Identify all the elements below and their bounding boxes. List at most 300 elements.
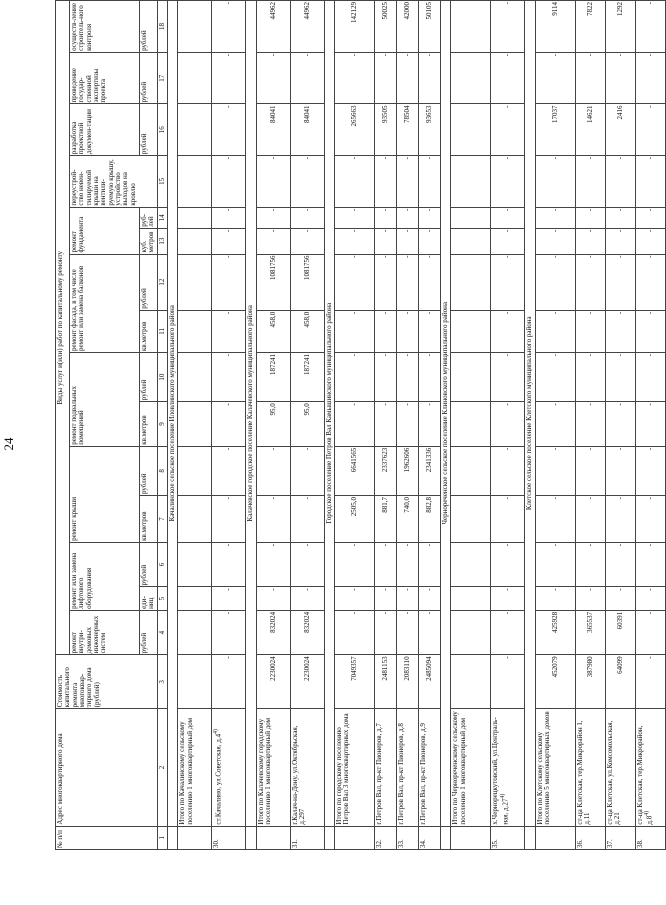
cell-lift-units: - bbox=[635, 587, 665, 610]
cell-lift-units: - bbox=[491, 587, 525, 610]
cell-facade-area: 458,0 bbox=[256, 310, 290, 352]
section-title: Чернореченское сельское поселение Клиновского муниципального района bbox=[441, 1, 451, 827]
cell-lift-units bbox=[178, 587, 212, 610]
cell-foundation-volume: - bbox=[605, 228, 635, 254]
cell-lift-units: - bbox=[375, 587, 397, 610]
unit-rub: рублей bbox=[140, 446, 158, 495]
cell-facade-area: - bbox=[575, 310, 605, 352]
cell-basement-area: - bbox=[535, 402, 575, 447]
cell-expertise: - bbox=[256, 52, 290, 104]
cell-design-docs: - bbox=[212, 104, 246, 156]
cell-foundation-rub: - bbox=[256, 207, 290, 228]
row-address: г.Петров Вал, пр-кт Пионеров, д.9 bbox=[419, 709, 441, 826]
row-cost: 2485094 bbox=[419, 655, 441, 709]
cell-foundation-volume: - bbox=[397, 228, 419, 254]
cell-engineering: - bbox=[212, 610, 246, 655]
unit-rub: рублей bbox=[140, 1, 158, 53]
cell-lift-rub: - bbox=[397, 542, 419, 587]
col-num: 11 bbox=[157, 310, 167, 352]
header-cost: Стоимость капитального ремонта многоквар-тирного дома (рублей) bbox=[56, 655, 158, 709]
section-row bbox=[525, 1, 535, 850]
table-row bbox=[397, 1, 419, 850]
cell-facade-rub: - bbox=[419, 254, 441, 310]
unit-rub: рублей bbox=[140, 52, 158, 104]
table-row bbox=[535, 1, 575, 850]
cell-roof-area: - bbox=[535, 496, 575, 543]
cell-lift-units: - bbox=[397, 587, 419, 610]
cell-basement-rub: - bbox=[605, 352, 635, 401]
row-cost: 2083110 bbox=[397, 655, 419, 709]
col-num: 1 bbox=[157, 826, 167, 849]
cell-lift-rub: - bbox=[256, 542, 290, 587]
row-address: г.Петров Вал, пр-кт Пионеров, д.8 bbox=[397, 709, 419, 826]
cell-roof-area: - bbox=[491, 496, 525, 543]
table-row bbox=[635, 1, 665, 850]
col-num: 15 bbox=[157, 156, 167, 208]
table-row bbox=[256, 1, 290, 850]
cell-roof-conversion bbox=[178, 156, 212, 208]
row-cost: - bbox=[635, 655, 665, 709]
cell-facade-rub bbox=[451, 254, 491, 310]
cell-construction-control: - bbox=[212, 1, 246, 53]
cell-roof-area: 2505,0 bbox=[335, 496, 375, 543]
cell-roof-area: - bbox=[256, 496, 290, 543]
cell-basement-rub: - bbox=[212, 352, 246, 401]
col-num: 14 bbox=[157, 207, 167, 228]
cell-roof-area: - bbox=[605, 496, 635, 543]
capital-repair-table bbox=[55, 0, 666, 850]
page-number: 24 bbox=[1, 437, 16, 451]
row-cost bbox=[451, 655, 491, 709]
cell-roof-area: - bbox=[290, 496, 324, 543]
cell-basement-rub: - bbox=[375, 352, 397, 401]
cell-basement-area: - bbox=[605, 402, 635, 447]
row-number: 36. bbox=[575, 826, 605, 849]
row-cost: 452079 bbox=[535, 655, 575, 709]
header-g2: ремонт или замена лифтового оборудования bbox=[70, 542, 140, 610]
header-address: Адрес многоквартирного дома bbox=[56, 709, 158, 826]
footnote-mark: 4) bbox=[644, 810, 651, 816]
row-address: ст-ца Клетская, тер.Микрорайон 1, д.11 bbox=[575, 709, 605, 826]
header-g5: ремонт фасада, в том числе ремонт или замена балконов bbox=[70, 254, 140, 352]
table-row bbox=[375, 1, 397, 850]
cell-construction-control bbox=[178, 1, 212, 53]
cell-basement-area: - bbox=[212, 402, 246, 447]
cell-basement-rub bbox=[451, 352, 491, 401]
header-g6: ремонт фундамента bbox=[70, 207, 140, 254]
row-address: г.Петров Вал, пр-кт Пионеров, д.7 bbox=[375, 709, 397, 826]
cell-foundation-rub: - bbox=[491, 207, 525, 228]
col-num: 9 bbox=[157, 402, 167, 447]
row-number: 32. bbox=[375, 826, 397, 849]
cell-lift-rub: - bbox=[335, 542, 375, 587]
cell-roof-conversion bbox=[451, 156, 491, 208]
cell-foundation-rub: - bbox=[535, 207, 575, 228]
cell-facade-rub: - bbox=[575, 254, 605, 310]
section-row bbox=[441, 1, 451, 850]
unit-rub: рублей bbox=[140, 610, 158, 655]
row-number: 34. bbox=[419, 826, 441, 849]
cell-expertise: - bbox=[419, 52, 441, 104]
cell-expertise: - bbox=[491, 52, 525, 104]
unit-rub-short: руб-лей bbox=[140, 207, 158, 228]
cell-roof-area bbox=[451, 496, 491, 543]
cell-roof-area bbox=[178, 496, 212, 543]
col-num: 4 bbox=[157, 610, 167, 655]
col-num: 8 bbox=[157, 446, 167, 495]
cell-lift-rub: - bbox=[491, 542, 525, 587]
cell-basement-rub: 187241 bbox=[256, 352, 290, 401]
cell-foundation-volume: - bbox=[419, 228, 441, 254]
col-num: 17 bbox=[157, 52, 167, 104]
col-num: 7 bbox=[157, 496, 167, 543]
cell-roof-rub: 6641565 bbox=[335, 446, 375, 495]
rotated-page bbox=[55, 0, 654, 850]
cell-design-docs: 17037 bbox=[535, 104, 575, 156]
cell-expertise: - bbox=[212, 52, 246, 104]
cell-basement-rub: - bbox=[535, 352, 575, 401]
cell-roof-rub: - bbox=[635, 446, 665, 495]
unit-kvm: кв.метров bbox=[140, 402, 158, 447]
row-address: Итого по Калачевскому городскому поселению 1 многоквартирный дом bbox=[256, 709, 290, 826]
cell-construction-control: 9114 bbox=[535, 1, 575, 53]
row-number: 35. bbox=[491, 826, 525, 849]
row-cost: 387980 bbox=[575, 655, 605, 709]
section-title: Калачевское городское поселение Калачевского муниципального района bbox=[246, 1, 256, 827]
cell-foundation-rub: - bbox=[290, 207, 324, 228]
table-row bbox=[290, 1, 324, 850]
cell-foundation-rub bbox=[178, 207, 212, 228]
cell-basement-area: - bbox=[491, 402, 525, 447]
cell-lift-units: - bbox=[605, 587, 635, 610]
cell-lift-units: - bbox=[212, 587, 246, 610]
cell-construction-control: 42000 bbox=[397, 1, 419, 53]
cell-foundation-rub: - bbox=[635, 207, 665, 228]
row-number: 30. bbox=[212, 826, 246, 849]
table-row bbox=[419, 1, 441, 850]
cell-lift-rub bbox=[178, 542, 212, 587]
cell-roof-rub bbox=[178, 446, 212, 495]
cell-facade-area: - bbox=[635, 310, 665, 352]
cell-lift-rub: - bbox=[605, 542, 635, 587]
row-address: Итого по Чернореченскому сельскому поселению 1 многоквартирный дом bbox=[451, 709, 491, 826]
cell-roof-rub bbox=[451, 446, 491, 495]
unit-kvm: кв.метров bbox=[140, 496, 158, 543]
cell-expertise bbox=[451, 52, 491, 104]
cell-basement-area: - bbox=[419, 402, 441, 447]
row-cost: 7049357 bbox=[335, 655, 375, 709]
cell-roof-conversion: - bbox=[375, 156, 397, 208]
cell-facade-area: - bbox=[491, 310, 525, 352]
section-row bbox=[168, 1, 178, 850]
table-row bbox=[335, 1, 375, 850]
cell-facade-rub: - bbox=[375, 254, 397, 310]
table-row bbox=[178, 1, 212, 850]
col-num: 3 bbox=[157, 655, 167, 709]
cell-foundation-rub: - bbox=[575, 207, 605, 228]
cell-lift-units: - bbox=[535, 587, 575, 610]
cell-basement-area: 95,0 bbox=[290, 402, 324, 447]
row-number bbox=[178, 826, 212, 849]
section-title: Городское поселение Петров Вал Камышинского муниципального района bbox=[324, 1, 334, 827]
row-address: ст.Качалино, ул.Советская, д.4$^{4)}$ bbox=[212, 709, 246, 826]
table-row bbox=[451, 1, 491, 850]
cell-facade-area bbox=[451, 310, 491, 352]
cell-engineering: - bbox=[491, 610, 525, 655]
header-g4: ремонт подвальных помещений bbox=[70, 352, 140, 446]
cell-roof-rub: - bbox=[535, 446, 575, 495]
cell-roof-rub: - bbox=[605, 446, 635, 495]
cell-engineering: - bbox=[419, 610, 441, 655]
cell-roof-conversion: - bbox=[290, 156, 324, 208]
cell-facade-rub: - bbox=[491, 254, 525, 310]
cell-basement-rub: - bbox=[397, 352, 419, 401]
cell-basement-area: - bbox=[375, 402, 397, 447]
cell-foundation-rub: - bbox=[335, 207, 375, 228]
cell-design-docs: 14621 bbox=[575, 104, 605, 156]
cell-expertise: - bbox=[535, 52, 575, 104]
col-num: 2 bbox=[157, 709, 167, 826]
header-g8: разработка проектной докумен-тации bbox=[70, 104, 140, 156]
cell-engineering: 60391 bbox=[605, 610, 635, 655]
cell-facade-area: - bbox=[419, 310, 441, 352]
cell-construction-control: 50105 bbox=[419, 1, 441, 53]
cell-foundation-rub: - bbox=[419, 207, 441, 228]
row-address: х.Чернорецкутовский, ул.Централь-ная, д.27$^{4)}$ bbox=[491, 709, 525, 826]
unit-rub: рублей bbox=[140, 352, 158, 401]
cell-foundation-volume bbox=[451, 228, 491, 254]
row-cost: 2481153 bbox=[375, 655, 397, 709]
unit-rub: рублей bbox=[140, 104, 158, 156]
unit-rub: рублей bbox=[140, 542, 158, 587]
cell-basement-area bbox=[451, 402, 491, 447]
col-num: 18 bbox=[157, 1, 167, 53]
cell-roof-area: - bbox=[212, 496, 246, 543]
col-num: 10 bbox=[157, 352, 167, 401]
row-address: Итого по Качалинскому сельскому поселению 1 многоквартирный дом bbox=[178, 709, 212, 826]
cell-facade-rub bbox=[178, 254, 212, 310]
cell-facade-area: - bbox=[605, 310, 635, 352]
cell-roof-rub: - bbox=[491, 446, 525, 495]
row-address: ст-ца Клетская, ул.Комсомольская, д.21 bbox=[605, 709, 635, 826]
cell-lift-units bbox=[451, 587, 491, 610]
cell-foundation-rub: - bbox=[212, 207, 246, 228]
cell-expertise: - bbox=[375, 52, 397, 104]
cell-construction-control: - bbox=[491, 1, 525, 53]
header-types: Виды услуг и(или) работ по капитальному ремонту bbox=[56, 1, 70, 655]
cell-basement-rub bbox=[178, 352, 212, 401]
cell-basement-rub: - bbox=[635, 352, 665, 401]
cell-design-docs: - bbox=[491, 104, 525, 156]
cell-facade-rub: - bbox=[605, 254, 635, 310]
cell-basement-area: - bbox=[397, 402, 419, 447]
row-number bbox=[535, 826, 575, 849]
cell-facade-rub: - bbox=[535, 254, 575, 310]
row-number: 33. bbox=[397, 826, 419, 849]
cell-expertise: - bbox=[397, 52, 419, 104]
cell-roof-conversion: - bbox=[212, 156, 246, 208]
cell-foundation-volume: - bbox=[256, 228, 290, 254]
cell-roof-conversion: - bbox=[335, 156, 375, 208]
cell-foundation-volume: - bbox=[575, 228, 605, 254]
row-cost: - bbox=[212, 655, 246, 709]
cell-expertise: - bbox=[290, 52, 324, 104]
cell-expertise: - bbox=[635, 52, 665, 104]
cell-facade-area: - bbox=[397, 310, 419, 352]
header-g7: переустрой-ство невен-тилируемой крыши на вентили-руемую крышу, устройство выходов на кровлю bbox=[70, 156, 158, 208]
row-address: ст-ца Клетская, тер.Микрорайон, д.8$^{4)}$ bbox=[635, 709, 665, 826]
table-row bbox=[575, 1, 605, 850]
cell-facade-rub: 1081756 bbox=[256, 254, 290, 310]
cell-foundation-rub: - bbox=[375, 207, 397, 228]
cell-lift-units: - bbox=[575, 587, 605, 610]
cell-construction-control: 50025 bbox=[375, 1, 397, 53]
cell-engineering: - bbox=[375, 610, 397, 655]
section-row bbox=[324, 1, 334, 850]
unit-kub: куб. метров bbox=[140, 228, 158, 254]
cell-facade-area bbox=[178, 310, 212, 352]
cell-basement-area bbox=[178, 402, 212, 447]
cell-roof-conversion: - bbox=[635, 156, 665, 208]
cell-engineering: - bbox=[335, 610, 375, 655]
cell-facade-area: - bbox=[535, 310, 575, 352]
row-address: Итого по Клетскому сельскому поселению 5 многоквартирных домов bbox=[535, 709, 575, 826]
section-title: Клетское сельское поселение Клетского муниципального района bbox=[525, 1, 535, 827]
header-row-1 bbox=[56, 1, 70, 850]
cell-foundation-volume bbox=[178, 228, 212, 254]
cell-roof-conversion: - bbox=[575, 156, 605, 208]
section-row bbox=[246, 1, 256, 850]
cell-design-docs bbox=[451, 104, 491, 156]
col-num: 5 bbox=[157, 587, 167, 610]
cell-facade-rub: - bbox=[397, 254, 419, 310]
cell-foundation-volume: - bbox=[335, 228, 375, 254]
unit-kvm: кв.метров bbox=[140, 310, 158, 352]
cell-foundation-volume: - bbox=[290, 228, 324, 254]
cell-basement-rub: - bbox=[575, 352, 605, 401]
row-cost: 2230024 bbox=[256, 655, 290, 709]
cell-engineering: 832024 bbox=[290, 610, 324, 655]
cell-construction-control bbox=[451, 1, 491, 53]
cell-facade-area: 458,0 bbox=[290, 310, 324, 352]
cell-construction-control: 142129 bbox=[335, 1, 375, 53]
unit-rub: рублей bbox=[140, 254, 158, 310]
header-g3: ремонт крыши bbox=[70, 446, 140, 542]
col-num: 13 bbox=[157, 228, 167, 254]
footnote-mark: 4) bbox=[499, 793, 506, 799]
row-number: 37. bbox=[605, 826, 635, 849]
cell-construction-control: 44962 bbox=[290, 1, 324, 53]
cell-roof-rub: 1962606 bbox=[397, 446, 419, 495]
row-cost bbox=[178, 655, 212, 709]
cell-design-docs bbox=[178, 104, 212, 156]
cell-foundation-volume: - bbox=[375, 228, 397, 254]
row-number bbox=[451, 826, 491, 849]
cell-design-docs: 84041 bbox=[256, 104, 290, 156]
cell-lift-rub: - bbox=[535, 542, 575, 587]
cell-engineering bbox=[451, 610, 491, 655]
header-g10: осуществ-ление строитель-ного контроля bbox=[70, 1, 140, 53]
cell-basement-area: - bbox=[575, 402, 605, 447]
cell-basement-rub: - bbox=[419, 352, 441, 401]
cell-basement-rub: - bbox=[335, 352, 375, 401]
cell-design-docs: 93653 bbox=[419, 104, 441, 156]
cell-expertise: - bbox=[575, 52, 605, 104]
cell-engineering: - bbox=[635, 610, 665, 655]
cell-basement-area: - bbox=[635, 402, 665, 447]
cell-roof-rub: 2341336 bbox=[419, 446, 441, 495]
section-title: Качалинское сельское поселение Иловлинского муниципального района bbox=[168, 1, 178, 827]
cell-engineering: 832024 bbox=[256, 610, 290, 655]
cell-roof-rub: - bbox=[256, 446, 290, 495]
cell-design-docs: 84041 bbox=[290, 104, 324, 156]
row-number bbox=[335, 826, 375, 849]
cell-facade-area: - bbox=[375, 310, 397, 352]
cell-facade-rub: - bbox=[635, 254, 665, 310]
cell-lift-rub: - bbox=[212, 542, 246, 587]
cell-roof-conversion: - bbox=[397, 156, 419, 208]
header-g1: ремонт внутри-домовых инженерных систем bbox=[70, 610, 140, 655]
table-row bbox=[491, 1, 525, 850]
cell-roof-area: 740,0 bbox=[397, 496, 419, 543]
cell-lift-rub: - bbox=[419, 542, 441, 587]
cell-basement-area: 95,0 bbox=[256, 402, 290, 447]
cell-basement-rub: 187241 bbox=[290, 352, 324, 401]
col-num: 16 bbox=[157, 104, 167, 156]
cell-roof-rub: - bbox=[212, 446, 246, 495]
table-row bbox=[212, 1, 246, 850]
row-cost: 64099 bbox=[605, 655, 635, 709]
cell-design-docs: 93505 bbox=[375, 104, 397, 156]
cell-lift-units: - bbox=[290, 587, 324, 610]
cell-construction-control: 1292 bbox=[605, 1, 635, 53]
cell-expertise: - bbox=[605, 52, 635, 104]
cell-roof-rub: - bbox=[575, 446, 605, 495]
footnote-mark: 4) bbox=[213, 729, 220, 734]
cell-facade-rub: - bbox=[335, 254, 375, 310]
cell-engineering: - bbox=[397, 610, 419, 655]
column-number-row bbox=[157, 1, 167, 850]
unit-units: еди-ниц bbox=[140, 587, 158, 610]
cell-facade-area: - bbox=[212, 310, 246, 352]
col-num: 6 bbox=[157, 542, 167, 587]
cell-foundation-volume: - bbox=[635, 228, 665, 254]
cell-engineering bbox=[178, 610, 212, 655]
cell-lift-units: - bbox=[256, 587, 290, 610]
cell-foundation-volume: - bbox=[491, 228, 525, 254]
cell-design-docs: 78504 bbox=[397, 104, 419, 156]
cell-engineering: 365537 bbox=[575, 610, 605, 655]
cell-expertise bbox=[178, 52, 212, 104]
cell-roof-area: 881,7 bbox=[375, 496, 397, 543]
cell-roof-conversion: - bbox=[419, 156, 441, 208]
cell-foundation-volume: - bbox=[535, 228, 575, 254]
cell-foundation-rub: - bbox=[605, 207, 635, 228]
row-cost: 2230024 bbox=[290, 655, 324, 709]
cell-design-docs: 265663 bbox=[335, 104, 375, 156]
cell-lift-units: - bbox=[419, 587, 441, 610]
cell-lift-units: - bbox=[335, 587, 375, 610]
row-number: 31. bbox=[290, 826, 324, 849]
cell-facade-rub: - bbox=[212, 254, 246, 310]
cell-foundation-volume: - bbox=[212, 228, 246, 254]
row-address: Итого по городскому поселению Петров Вал 3 многоквартирных дома bbox=[335, 709, 375, 826]
cell-lift-rub: - bbox=[635, 542, 665, 587]
row-cost: - bbox=[491, 655, 525, 709]
cell-facade-area: - bbox=[335, 310, 375, 352]
cell-lift-rub: - bbox=[375, 542, 397, 587]
cell-design-docs: 2416 bbox=[605, 104, 635, 156]
